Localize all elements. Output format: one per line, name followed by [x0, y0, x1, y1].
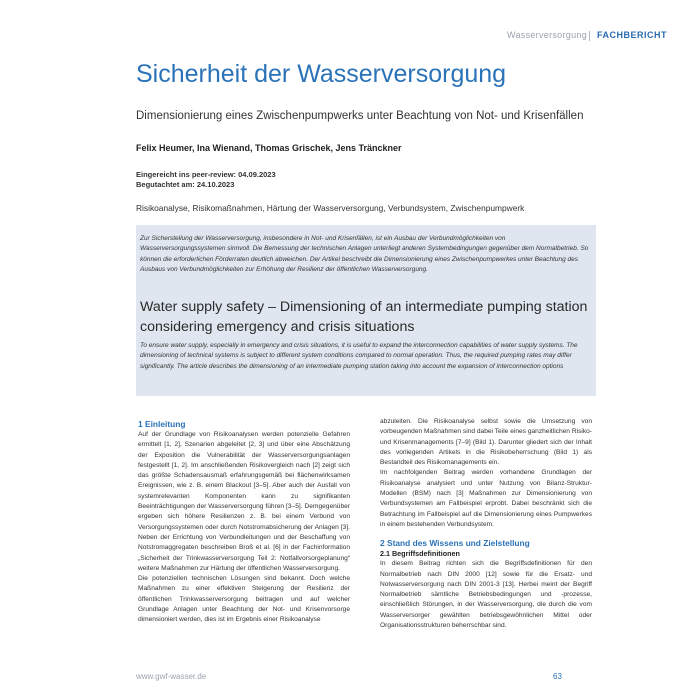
section-2-1-heading: 2.1 Begriffsdefinitionen [380, 549, 460, 559]
section-1-heading: 1 Einleitung [138, 419, 186, 429]
header-section: Wasserversorgung [507, 30, 587, 40]
authors: Felix Heumer, Ina Wienand, Thomas Grischek, Jens Tränckner [136, 143, 402, 153]
article-title: Sicherheit der Wasserversorgung [136, 60, 507, 88]
body-column-right [380, 417, 592, 631]
review-dates [136, 170, 276, 190]
received-date: Eingereicht ins peer-review: 04.09.2023 [136, 170, 276, 179]
section-1-paragraph-1: Auf der Grundlage von Risikoanalysen werden potenzielle Gefahren ermittelt [1, 2], Szenarien abgeleitet [2, 3] und über eine Abschätzung der Exposition die Vulnerabilität der Wasserversorgungsanlagen festgestellt [1, 2]. Im anschließenden Risikovergleich nach [2] zeigt sich das größte Schadensausmaß erfahrungsgemäß bei flächenwirksamen Ereignissen, wie z. B. einem Blackout [3–5]. Aber auch der Ausfall von systemrelevanten Komponenten kann zu signifikanten Beeinträchtigungen der Wasserversorgung führen [3–5]. Demgegenüber ergeben sich höhere Resilienzen z. B. bei einem Verbund von Versorgungssystemen oder durch Notstromabsicherung der Anlagen [3]. Neben der Errichtung von Verbundleitungen und der Beschaffung von Notstromaggregaten beschreiben Broß et al. [6] in der Fachinformation „Sicherheit der Trinkwasserversorgung Teil 2: Notfallvorsorgeplanung“ weitere Maßnahmen zur Härtung der öffentlichen Wasserversorgung. [138, 431, 350, 572]
section-1-paragraph-2: Die potenziellen technischen Lösungen sind bekannt. Doch welche Maßnahmen zu einer effektiven Steigerung der Resilienz der öffentlichen Trinkwasserversorgung beitragen und auf welcher Grundlage Anlagen unter Beachtung der Not- und Krisenvorsorge dimensioniert werden, dies ist im Ergebnis einer Risikoanalyse [138, 575, 350, 624]
abstract-german: Zur Sicherstellung der Wasserversorgung, insbesondere in Not- und Krisenfällen, ist ein Ausbau der Verbundmöglichkeiten von Wasserversorgungssystemen sinnvoll. Die Bemessung der technischen Anlagen unterliegt anderen Systembedingungen gegenüber dem Normalbetrieb. So können die erforderlichen Förderraten deutlich abweichen. Der Artikel beschreibt die Dimensionierung eines Zwischenpumpwerkes unter Beachtung des Ausbaus von Verbundmöglichkeiten zur Erhöhung der Resilienz der öffentlichen Wasserversorgung. [140, 235, 589, 274]
running-header [0, 30, 700, 44]
english-title: Water supply safety – Dimensioning of an intermediate pumping station considering emergency and crisis situations [140, 299, 588, 335]
body-column-left [138, 418, 350, 626]
reviewed-date: Begutachtet am: 24.10.2023 [136, 180, 235, 189]
footer-url[interactable]: www.gwf-wasser.de [136, 672, 207, 681]
page-number: 63 [553, 672, 562, 681]
column-2-paragraph-2: Im nachfolgenden Beitrag werden vorhandene Grundlagen der Risikoanalyse analysiert und unter Nutzung von Bilanz-Struktur-Modellen (BSM) nach [3] Maßnahmen zur Dimensionierung von Verbundsystemen am Fallbeispiel erprobt. Dabei beschränkt sich die Betrachtung im Fallbeispiel auf die Dimensionierung eines Pumpwerkes in einem bestehenden Verbundsystem. [380, 469, 592, 528]
section-2-heading: 2 Stand des Wissens und Zielstellung [380, 538, 530, 549]
article-subtitle: Dimensionierung eines Zwischenpumpwerks unter Beachtung von Not- und Krisenfällen [136, 110, 584, 122]
column-2-paragraph-1: abzuleiten. Die Risikoanalyse selbst sowie die Umsetzung von vorbeugenden Maßnahmen sind dabei Teile eines ganzheitlichen Risiko- und Krisenmanagements [7–9] (Bild 1). Darunter gliedert sich der Inhalt des vorliegenden Artikels in die Risikobeherrschung (Bild 1) als Bestandteil des Risikomanagements ein. [380, 418, 592, 467]
section-2-paragraph-1: In diesem Beitrag richten sich die Begriffsdefinitionen für den Normalbetrieb nach DIN 2000 [12] sowie für die Ersatz- und Notwasserversorgung nach DIN 2001-3 [13]. Herbei meint der Begriff Normalbetrieb sämtliche Betriebsbedingungen und -prozesse, einschließlich Störungen, in der Wasserversorgung, die durch die vom Wasserversorger gewählten betriebsgewöhnlichen Mittel oder Organisationsstrukturen beherrschbar sind. [380, 560, 592, 630]
header-category: FACHBERICHT [597, 30, 667, 40]
abstract-english: To ensure water supply, especially in emergency and crisis situations, it is useful to expand the interconnection capabilities of water supply systems. The dimensioning of technical systems is subject to different system conditions compared to normal operation. Thus, the required pumping rates may differ significantly. The article describes the dimensioning of an intermediate pumping station taking into account the expansion of interconnection options [140, 342, 578, 370]
section-gap [380, 530, 592, 537]
keywords: Risikoanalyse, Risikomaßnahmen, Härtung der Wasserversorgung, Verbundsystem, Zwischenpumpwerk [136, 203, 525, 213]
header-divider [589, 31, 590, 41]
